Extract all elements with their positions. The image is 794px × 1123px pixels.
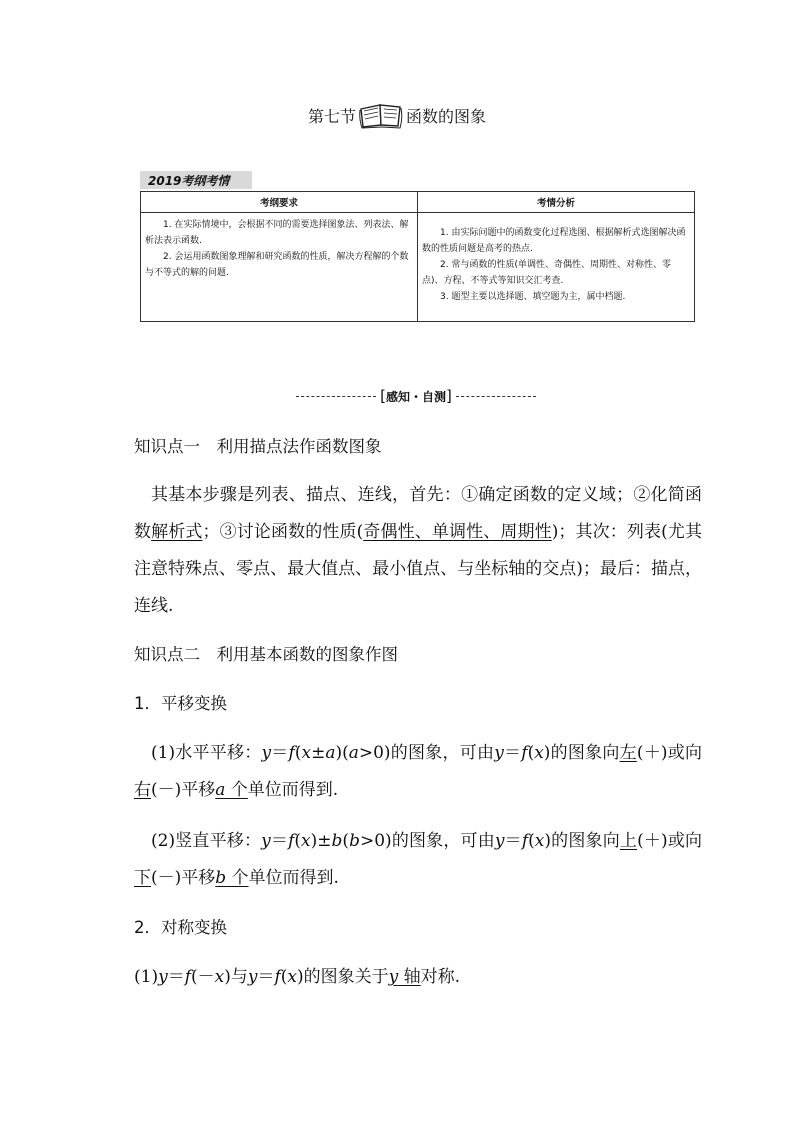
kp1-paragraph: 其基本步骤是列表、描点、连线，首先：①确定函数的定义域；②化简函数解析式；③讨论函数的性质(奇偶性、单调性、周期性)；其次：列表(尤其注意特殊点、零点、最大值点、最小值点、与坐标轴的交点)；最后：描点，连线. <box>134 485 703 616</box>
analysis-cell <box>418 213 695 322</box>
vertical-shift-paragraph: (2)竖直平移：y＝f(x)±b(b>0)的图象，可由y＝f(x)的图象向上(＋)或向下(－)平移b 个单位而得到. <box>134 831 703 888</box>
underlined-answer: 解析式 <box>151 522 203 542</box>
subheading-translation: 1．平移变换 <box>134 694 227 713</box>
requirements-header: 考纲要求 <box>141 192 418 213</box>
page-title <box>0 100 794 130</box>
subheading-symmetry: 2．对称变换 <box>134 918 227 937</box>
kp2-heading: 知识点二 利用基本函数的图象作图 <box>134 645 398 664</box>
analysis-item: 2. 常与函数的性质(单调性、奇偶性、周期性、对称性、零点)、方程、不等式等知识交汇考查. <box>422 260 671 286</box>
title-text: 函数的图象 <box>406 106 487 126</box>
requirements-cell <box>141 213 418 322</box>
kp1-heading: 知识点一 利用描点法作函数图象 <box>134 437 382 456</box>
underlined-answer: b 个 <box>215 868 249 888</box>
syllabus-content-row <box>141 213 695 322</box>
underlined-answer: 奇偶性、单调性、周期性 <box>363 522 552 542</box>
symmetry-paragraph: (1)y＝f(－x)与y＝f(x)的图象关于y 轴对称. <box>134 967 461 987</box>
analysis-item: 3. 题型主要以选择题、填空题为主，属中档题. <box>440 292 626 302</box>
syllabus-header-row <box>141 192 695 213</box>
requirement-item: 1. 在实际情境中，会根据不同的需要选择图象法、列表法、解析法表示函数. <box>145 220 409 246</box>
underlined-answer: 下 <box>134 868 151 888</box>
underlined-answer: a 个 <box>215 780 248 800</box>
underlined-answer: 上 <box>619 831 638 851</box>
section-label: 感知・自测 <box>386 389 447 404</box>
syllabus-badge <box>140 171 258 189</box>
underlined-answer: y 轴 <box>388 967 421 987</box>
horizontal-shift-paragraph: (1)水平平移：y＝f(x±a)(a>0)的图象，可由y＝f(x)的图象向左(＋)或向右(－)平移a 个单位而得到. <box>134 743 703 800</box>
section-divider: [ 感知・自测 ] <box>296 385 536 407</box>
open-book-icon <box>358 101 404 129</box>
title-section-number: 第七节 <box>307 106 356 126</box>
underlined-answer: 左 <box>619 743 637 763</box>
requirement-item: 2. 会运用函数图象理解和研究函数的性质，解决方程解的个数与不等式的解的问题. <box>145 252 409 278</box>
underlined-answer: 右 <box>134 780 151 800</box>
syllabus-table <box>140 191 695 322</box>
analysis-item: 1. 由实际问题中的函数变化过程选图、根据解析式选图解决函数的性质问题是高考的热点. <box>422 228 686 254</box>
syllabus-badge-label: 2019考纲考情 <box>148 174 230 188</box>
analysis-header: 考情分析 <box>418 192 695 213</box>
